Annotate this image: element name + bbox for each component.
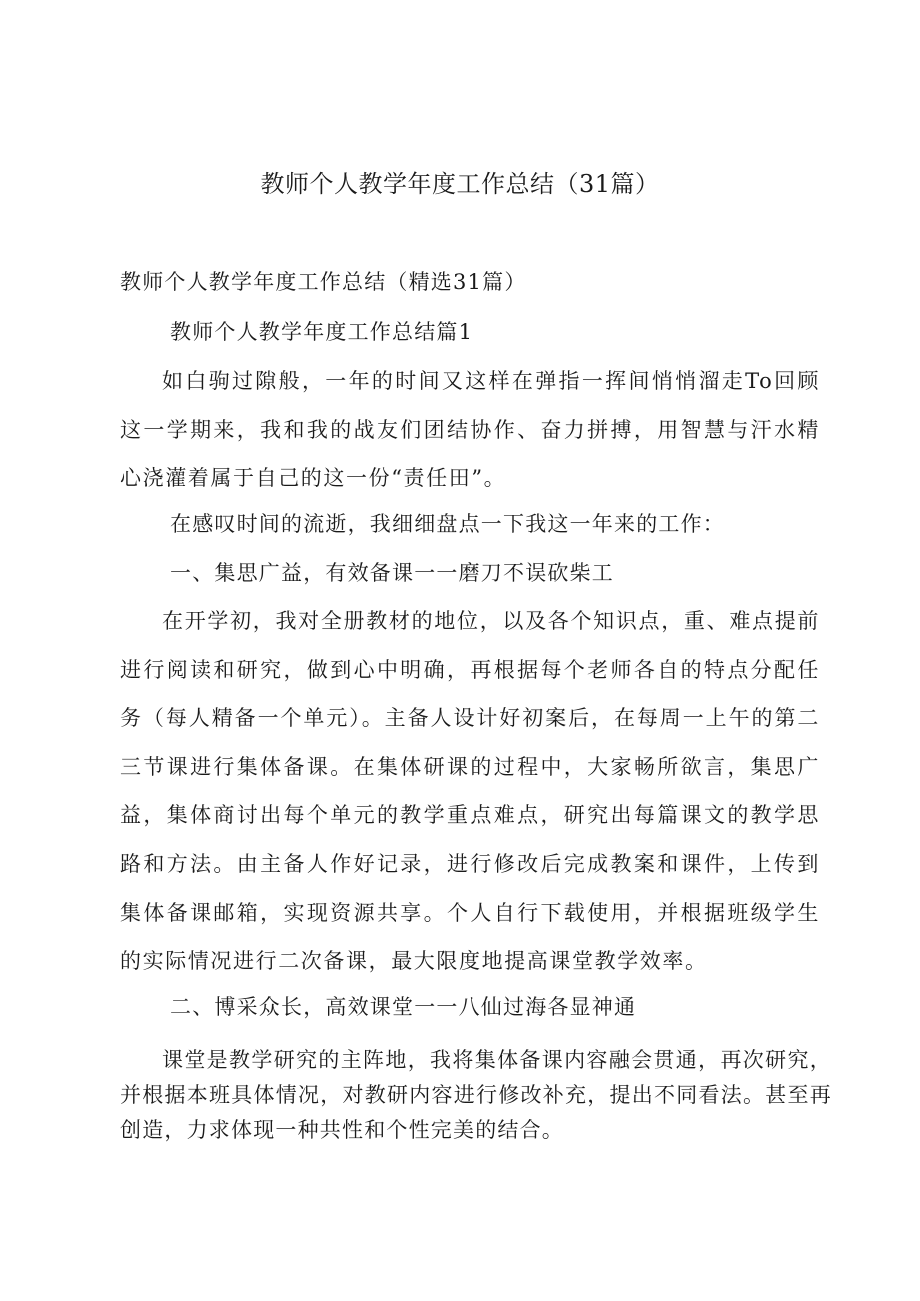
section-heading-2: 二、博采众长，高效课堂一一八仙过海各显神通 <box>170 995 637 1019</box>
document-subtitle: 教师个人教学年度工作总结（精选31篇） <box>120 270 527 294</box>
chapter-heading: 教师个人教学年度工作总结篇1 <box>170 320 474 344</box>
paragraph-review-lead: 在感叹时间的流逝，我细细盘点一下我这一年来的工作： <box>170 512 725 536</box>
paragraph-classroom: 课堂是教学研究的主阵地，我将集体备课内容融会贯通，再次研究，并根据本班具体情况，对教研内容进行修改补充，提出不同看法。甚至再创造，力求体现一种共性和个性完美的结合。 <box>120 1048 832 1142</box>
section-heading-1: 一、集思广益，有效备课一一磨刀不误砍柴工 <box>170 561 614 585</box>
paragraph-intro: 如白驹过隙般，一年的时间又这样在弹指一挥间悄悄溜走To回顾这一学期来，我和我的战友们团结协作、奋力拼搏，用智慧与汗水精心浇灌着属于自己的这一份“责任田”。 <box>120 369 820 491</box>
paragraph-lesson-prep: 在开学初，我对全册教材的地位，以及各个知识点，重、难点提前进行阅读和研究，做到心中明确，再根据每个老师各自的特点分配任务（每人精备一个单元）。主备人设计好初案后，在每周一上午的第二三节课进行集体备课。在集体研课的过程中，大家畅所欲言，集思广益，集体商讨出每个单元的教学重点难点，研究出每篇课文的教学思路和方法。由主备人作好记录，进行修改后完成教案和课件，上传到集体备课邮箱，实现资源共享。个人自行下载使用，并根据班级学生的实际情况进行二次备课，最大限度地提高课堂教学效率。 <box>120 609 820 974</box>
page-title: 教师个人教学年度工作总结（31篇） <box>260 170 660 198</box>
